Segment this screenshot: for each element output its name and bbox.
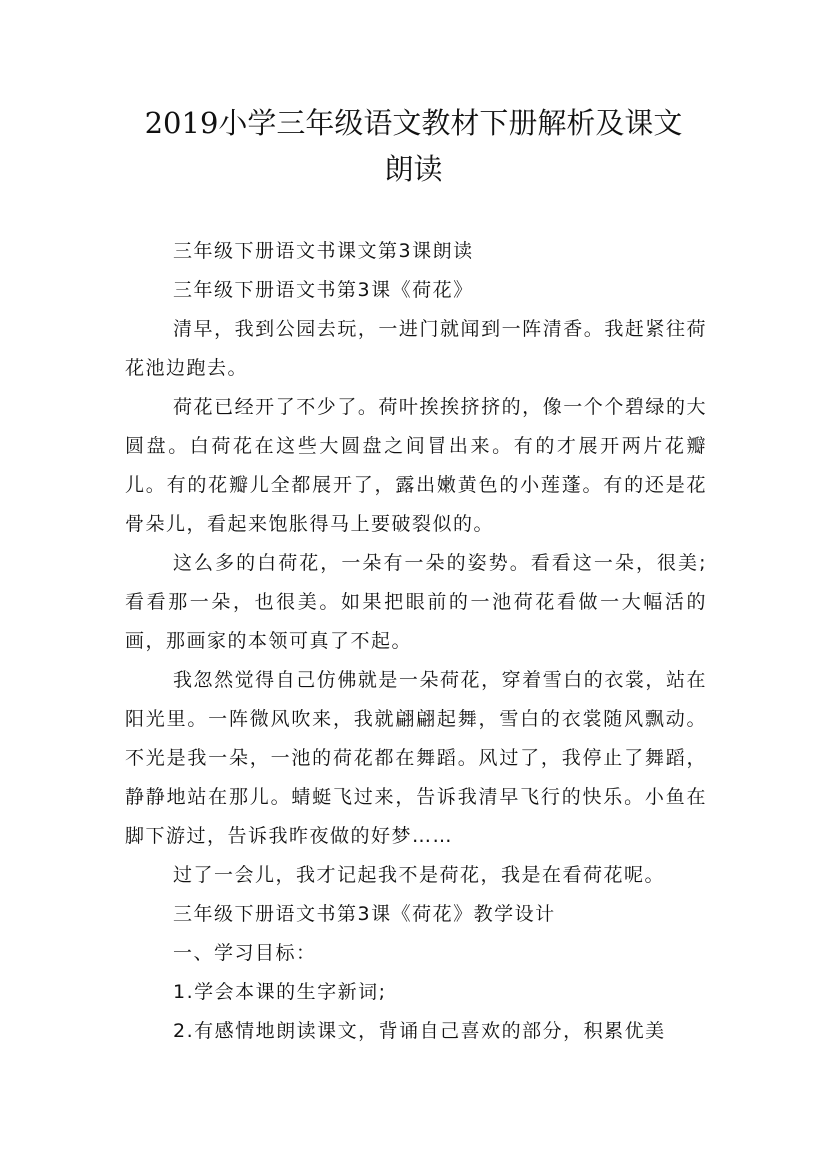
- section-heading-objectives: 一、学习目标：: [173, 942, 317, 964]
- paragraph: 过了一会儿，我才记起我不是荷花，我是在看荷花呢。: [173, 864, 666, 886]
- paragraph-heading-reading: 三年级下册语文书课文第3课朗读: [173, 240, 474, 262]
- list-item: 1.学会本课的生字新词;: [173, 981, 387, 1003]
- document-body: [125, 232, 707, 1051]
- paragraph: 荷花已经开了不少了。荷叶挨挨挤挤的，像一个个碧绿的大圆盘。白荷花在这些大圆盘之间冒出来。有的才展开两片花瓣儿。有的花瓣儿全都展开了，露出嫩黄色的小莲蓬。有的还是花骨朵儿，看起来饱胀得马上要破裂似的。: [125, 396, 707, 535]
- title-line-1: 2019小学三年级语文教材下册解析及课文: [144, 106, 683, 140]
- paragraph: 我忽然觉得自己仿佛就是一朵荷花，穿着雪白的衣裳，站在阳光里。一阵微风吹来，我就翩翩起舞，雪白的衣裳随风飘动。不光是我一朵，一池的荷花都在舞蹈。风过了，我停止了舞蹈，静静地站在那儿。蜻蜓飞过来，告诉我清早飞行的快乐。小鱼在脚下游过，告诉我昨夜做的好梦……: [125, 669, 707, 847]
- title-line-2: 朗读: [384, 152, 443, 186]
- paragraph: 清早，我到公园去玩，一进门就闻到一阵清香。我赶紧往荷花池边跑去。: [125, 318, 707, 379]
- document-title: [100, 100, 727, 192]
- paragraph-heading-lesson: 三年级下册语文书第3课《荷花》: [173, 279, 474, 301]
- paragraph: 这么多的白荷花，一朵有一朵的姿势。看看这一朵，很美;看看那一朵，也很美。如果把眼前的一池荷花看做一大幅活的画，那画家的本领可真了不起。: [125, 552, 707, 652]
- paragraph-heading-teaching-design: 三年级下册语文书第3课《荷花》教学设计: [173, 903, 556, 925]
- list-item: 2.有感情地朗读课文，背诵自己喜欢的部分，积累优美: [173, 1020, 666, 1042]
